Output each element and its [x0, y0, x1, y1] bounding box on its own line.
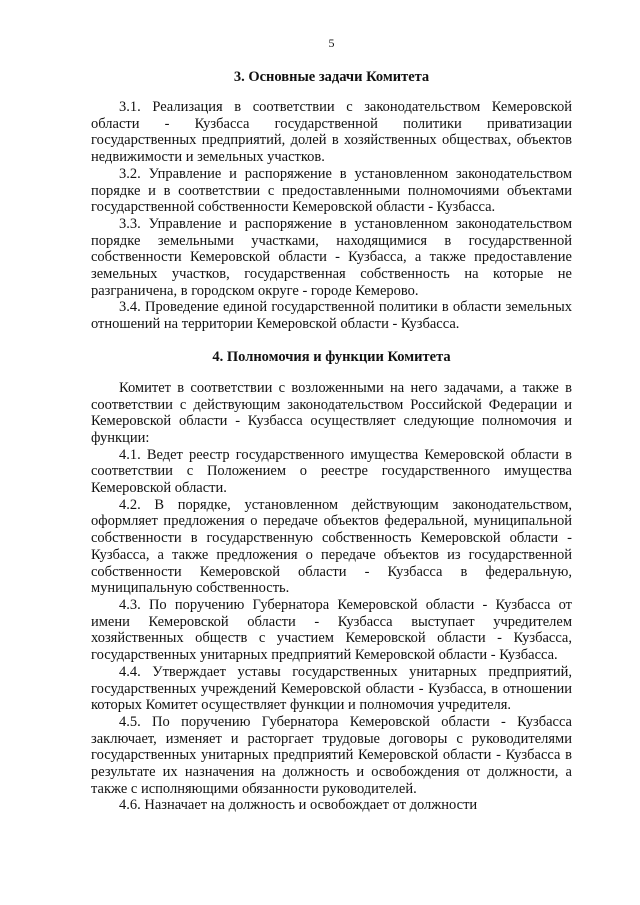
paragraph-3-3: 3.3. Управление и распоряжение в установленном законодательством порядке земельными участками, находящимися в государственной собственности Кемеровской области - Кузбасса, а также предоставление земельных участков, государственная собственность на которые не разграничена, в городском округе - городе Кемерово. — [91, 215, 572, 299]
paragraph-4-6: 4.6. Назначает на должность и освобождает от должности — [119, 797, 478, 814]
paragraph-4-2: 4.2. В порядке, установленном действующим законодательством, оформляет предложения о передаче объектов федеральной, муниципальной собственности в государственную собственность Кемеровской области - Кузбасса, а также предложения о передаче объектов из государственной собственности Кемеровской области - Кузбасса в федеральную, муниципальную собственность. — [91, 496, 572, 597]
section-3 — [91, 68, 572, 333]
paragraph-4-1: 4.1. Ведет реестр государственного имущества Кемеровской области в соответствии с Положением о реестре государственного имущества Кемеровской области. — [91, 446, 572, 497]
section-title: 4. Полномочия и функции Комитета — [212, 348, 451, 365]
paragraph-3-2: 3.2. Управление и распоряжение в установленном законодательством порядке и в соответствии с предоставленными полномочиями объектами государственной собственности Кемеровской области - Кузбасса. — [91, 165, 572, 216]
paragraph-4-4: 4.4. Утверждает уставы государственных унитарных предприятий, государственных учреждений Кемеровской области - Кузбасса, в отношении которых Комитет осуществляет функции и полномочия учредителя. — [91, 663, 572, 714]
section-4 — [91, 348, 572, 814]
paragraph-3-1: 3.1. Реализация в соответствии с законодательством Кемеровской области - Кузбасса государственной политики приватизации государственных предприятий, долей в хозяйственных обществах, объектов недвижимости и земельных участков. — [91, 99, 572, 166]
page-number: 5 — [328, 36, 335, 50]
paragraph-3-4: 3.4. Проведение единой государственной политики в области земельных отношений на территории Кемеровской области - Кузбасса. — [91, 299, 572, 333]
paragraph-4-5: 4.5. По поручению Губернатора Кемеровской области - Кузбасса заключает, изменяет и расторгает трудовые договоры с руководителями государственных унитарных предприятий Кемеровской области - Кузбасса в результате их назначения на должность и освобождения от должности, а также с исполняющими обязанности руководителей. — [91, 713, 572, 797]
paragraph-4-intro: Комитет в соответствии с возложенными на него задачами, а также в соответствии с действующим законодательством Российской Федерации и Кемеровской области - Кузбасса осуществляет следующие полномочия и функции: — [91, 379, 572, 446]
paragraph-4-3: 4.3. По поручению Губернатора Кемеровской области - Кузбасса от имени Кемеровской области - Кузбасса выступает учредителем хозяйственных обществ с участием Кемеровской области - Кузбасса, государственных унитарных предприятий Кемеровской области - Кузбасса. — [91, 596, 572, 664]
section-title: 3. Основные задачи Комитета — [233, 69, 430, 85]
